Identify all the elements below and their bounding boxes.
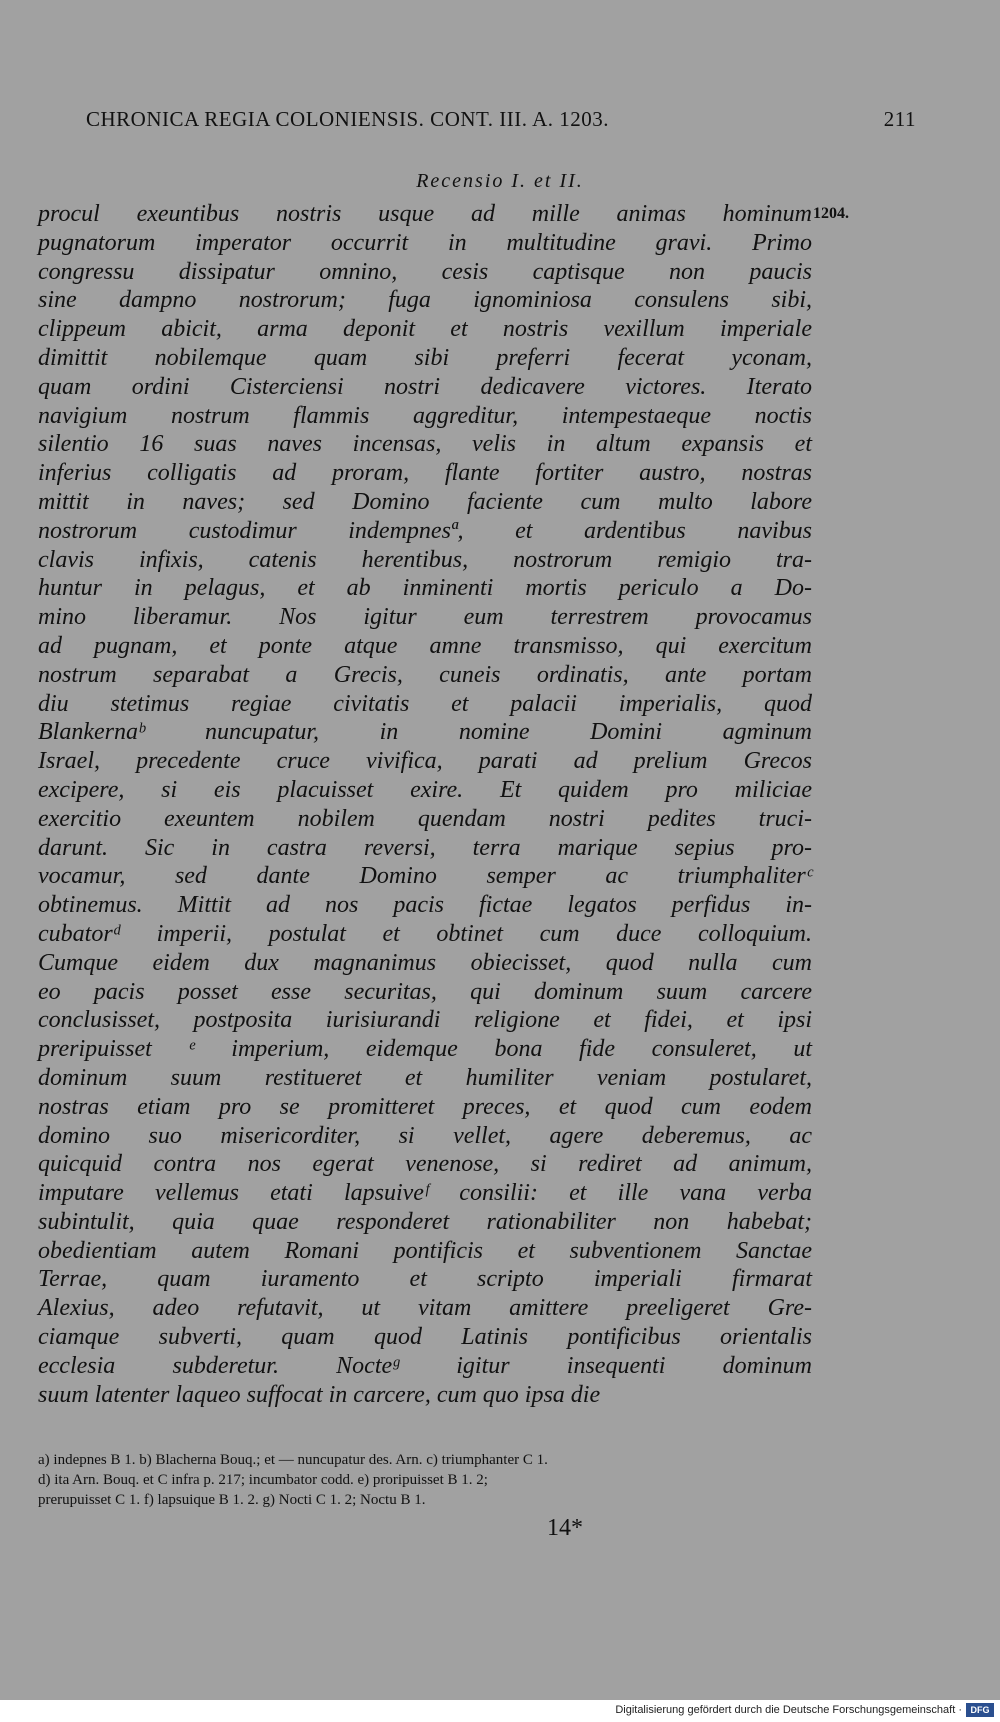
body-line: imputare vellemus etati lapsuiveᶠ consilii: et ille vana verba [38,1180,812,1207]
body-text [38,200,812,1409]
body-line: ad pugnam, et ponte atque amne transmisso, qui exercitum [38,632,812,659]
running-title: CHRONICA REGIA COLONIENSIS. CONT. III. A. 1203. [86,107,610,131]
body-line: clippeum abicit, arma deponit et nostris vexillum imperiale [38,316,812,343]
footnotes [38,1450,818,1510]
body-line: clavis infixis, catenis herentibus, nostrorum remigio tra- [38,546,812,573]
body-line: dominum suum restitueret et humiliter veniam postularet, [38,1064,812,1091]
body-line: sine dampno nostrorum; fuga ignominiosa consulens sibi, [38,287,812,314]
body-line: Israel, precedente cruce vivifica, parati ad prelium Grecos [38,748,812,775]
body-line: diu stetimus regiae civitatis et palacii imperialis, quod [38,690,812,717]
body-line: subintulit, quia quae responderet rationabiliter non habebat; [38,1208,812,1235]
body-line: ecclesia subderetur. Nocteᵍ igitur insequenti dominum [38,1352,812,1379]
body-line: quicquid contra nos egerat venenose, si rediret ad animum, [38,1151,812,1178]
body-line: mino liberamur. Nos igitur eum terrestrem provocamus [38,604,812,631]
body-line: preripuisset ᵉ imperium, eidemque bona fide consuleret, ut [38,1036,812,1063]
signature-mark: 14* [547,1515,583,1541]
body-line: Cumque eidem dux magnanimus obiecisset, quod nulla cum [38,949,812,976]
body-line: quam ordini Cisterciensi nostri dedicavere victores. Iterato [38,373,812,400]
body-line: vocamur, sed dante Domino semper ac triumphaliterᶜ [38,863,812,890]
body-line: obtinemus. Mittit ad nos pacis fictae legatos perfidus in- [38,892,812,919]
body-line: Terrae, quam iuramento et scripto imperiali firmarat [38,1266,812,1293]
body-line: excipere, si eis placuisset exire. Et quidem pro miliciae [38,776,812,803]
recensio-heading: Recensio I. et II. [416,170,584,192]
footer-bar [0,1700,1000,1722]
body-line: pugnatorum imperator occurrit in multitudine gravi. Primo [38,229,812,256]
digitization-credit: Digitalisierung gefördert durch die Deutsche Forschungsgemeinschaft · [615,1704,962,1716]
body-line: congressu dissipatur omnino, cesis captisque non paucis [38,258,812,285]
running-header [86,107,916,132]
body-line: procul exeuntibus nostris usque ad mille animas hominum [38,201,812,227]
footnote-line: d) ita Arn. Bouq. et C infra p. 217; incumbator codd. e) proripuisset B 1. 2; [38,1472,488,1488]
body-line: domino suo misericorditer, si vellet, agere deberemus, ac [38,1122,812,1149]
body-line: silentio 16 suas naves incensas, velis in altum expansis et [38,431,812,458]
body-line: dimittit nobilemque quam sibi preferri fecerat yconam, [38,344,812,371]
body-line: huntur in pelagus, et ab inminenti mortis periculo a Do- [38,575,812,602]
body-line: eo pacis posset esse securitas, qui dominum suum carcere [38,978,812,1005]
body-line: Blankernaᵇ nuncupatur, in nomine Domini agminum [38,719,812,746]
body-line: obedientiam autem Romani pontificis et subventionem Sanctae [38,1237,812,1264]
margin-year: 1204. [813,205,849,222]
body-line: ciamque subverti, quam quod Latinis pontificibus orientalis [38,1324,812,1351]
body-line: cubatorᵈ imperii, postulat et obtinet cum duce colloquium. [38,920,812,947]
footnote-line: a) indepnes B 1. b) Blacherna Bouq.; et — nuncupatur des. Arn. c) triumphanter C 1. [38,1452,548,1468]
body-line: exercitio exeuntem nobilem quendam nostri pedites truci- [38,805,812,832]
body-line: nostrum separabat a Grecis, cuneis ordinatis, ante portam [38,661,812,688]
body-line: nostrorum custodimur indempnesª, et ardentibus navibus [38,517,812,544]
body-line: suum latenter laqueo suffocat in carcere, cum quo ipsa die [38,1381,601,1408]
footnote-line: prerupuisset C 1. f) lapsuique B 1. 2. g) Nocti C 1. 2; Noctu B 1. [38,1492,426,1508]
page-number: 211 [883,107,916,131]
dfg-logo: DFG [966,1703,994,1717]
body-line: Alexius, adeo refutavit, ut vitam amittere preeligeret Gre- [38,1295,812,1322]
body-line: darunt. Sic in castra reversi, terra marique sepius pro- [38,834,812,861]
body-line: navigium nostrum flammis aggreditur, intempestaeque noctis [38,402,812,429]
body-line: nostras etiam pro se promitteret preces, et quod cum eodem [38,1093,812,1120]
body-line: conclusisset, postposita iurisiurandi religione et fidei, et ipsi [38,1007,812,1034]
body-line: inferius colligatis ad proram, flante fortiter austro, nostras [38,460,812,487]
body-line: mittit in naves; sed Domino faciente cum multo labore [38,488,812,515]
